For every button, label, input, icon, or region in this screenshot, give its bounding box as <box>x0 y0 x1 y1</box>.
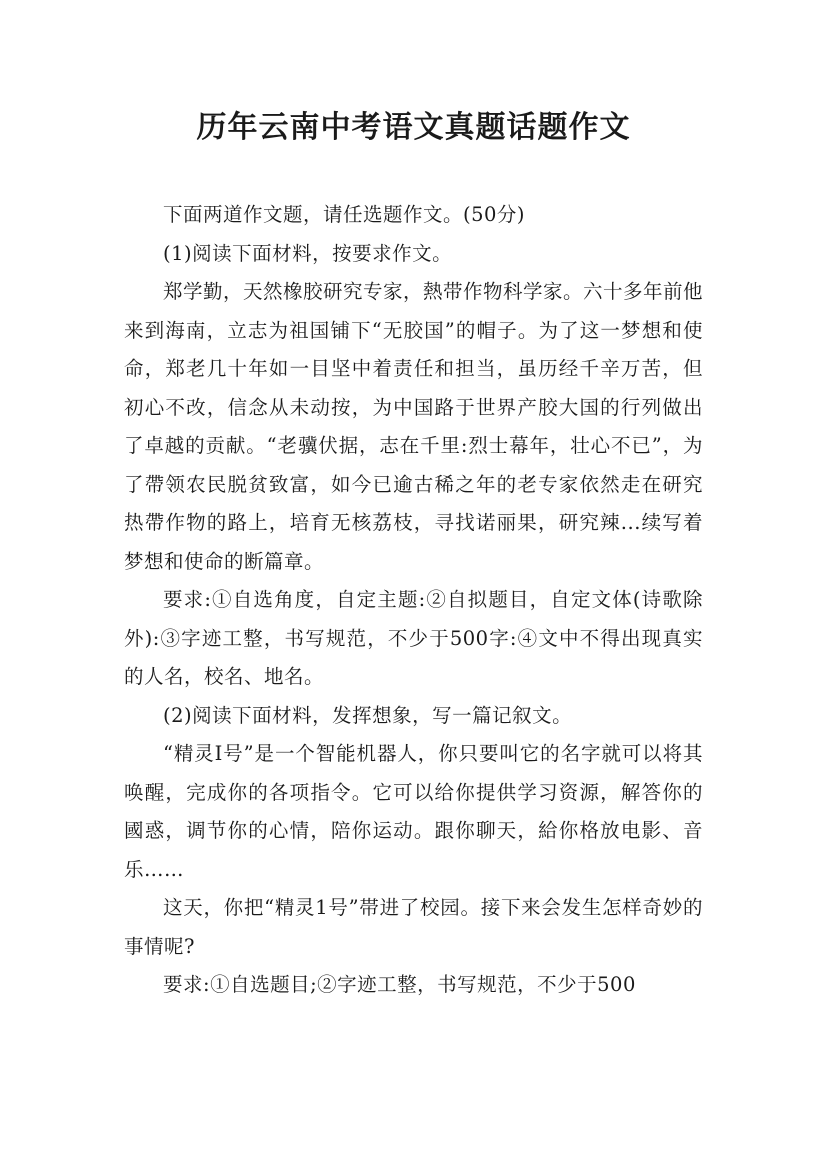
paragraph-material-2: “精灵Ⅰ号”是一个智能机器人，你只要叫它的名字就可以将其唤醒，完成你的各项指令。它可以给你提供学习资源，解答你的國惑，调节你的心情，陪你运动。跟你聊天，給你格放电影、音乐…… <box>124 742 703 881</box>
paragraph-requirements-2: 要求:①自选题目;②字迹工整，书写规范，不少于500 <box>163 973 636 996</box>
page-title: 历年云南中考语文真题话题作文 <box>196 110 631 145</box>
paragraph-material-2-continued: 这天，你把“精灵1号”帯进了校园。接下来会发生怎样奇妙的事情呢? <box>124 896 703 958</box>
paragraph-option-1-heading: (1)阅读下面材料，按要求作文。 <box>163 241 453 265</box>
paragraph-instruction: 下面两道作文题，请任选题作文。(50分) <box>163 203 526 226</box>
paragraph-option-2-heading: (2)阅读下面材料，发挥想象，写一篇记叙文。 <box>163 703 573 727</box>
paragraph-requirements-1: 要求:①自选角度，自定主题:②自拟题目，自定文体(诗歌除外):③字迹工整，书写规范，不少于500字:④文中不得出现真实的人名，校名、地名。 <box>124 588 703 688</box>
paragraph-material-1: 郑学勤，天然橡胶研究专家，熱带作物科学家。六十多年前他来到海南，立志为祖国铺下“无胶国”的帽子。为了这一梦想和使命，郑老几十年如一目坚中着责任和担当，虽历经千辛万苦，但初心不改，信念从未动按，为中国路于世界产胶大国的行列做出了卓越的贡献。“老骥伏据，志在千里:烈士幕年，壮心不已”，为了帶领农民脱贫致富，如今已逾古稀之年的老专家依然走在研究热帶作物的路上，培育无核荔枝，寻找诺丽果，研究辣...续写着梦想和使命的断篇章。 <box>124 280 704 573</box>
document-body <box>124 196 703 1005</box>
